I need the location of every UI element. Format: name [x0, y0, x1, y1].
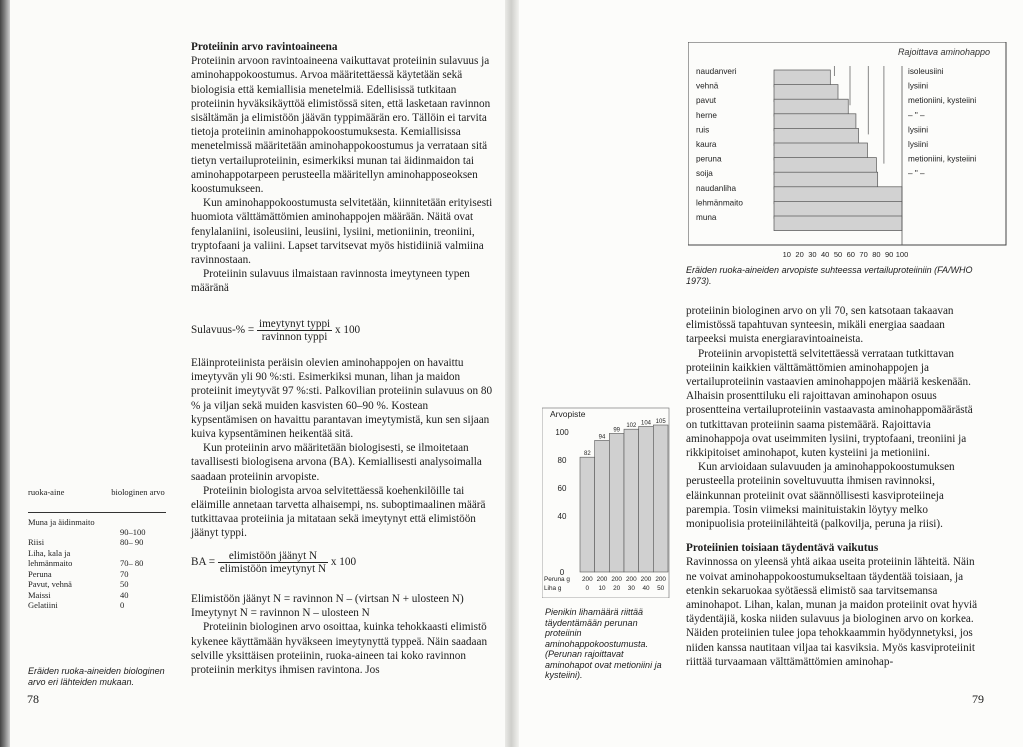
- paragraph: Proteiinin sulavuus ilmaistaan ravinnosta imeytyneen typen määränä: [191, 268, 470, 295]
- chart-tick-label: 100: [555, 428, 569, 437]
- formula-lhs: BA =: [191, 556, 216, 569]
- table-row: [28, 537, 166, 548]
- chart-category-label: muna: [696, 213, 717, 222]
- chart-limiting-label: metioniini, kysteiini: [908, 154, 977, 164]
- table-row: [28, 590, 166, 601]
- formula-factor: x 100: [330, 556, 357, 569]
- chart-category-label: 0: [585, 585, 590, 592]
- table-cell-food: Riisi: [28, 537, 45, 547]
- paragraph: Proteiinin arvoon ravintoaineena vaikuttavat proteiinin sulavuus ja aminohappokoostumus. Arvoa määritettäessä käytetään sekä biologisia että kemiallisia menetelmiä. Edellisissä tutkitaan proteiinin hyväksikäyttöä elimistössä siten, että lasketaan ravinnon sisältämän ja elimistöön jäävän typpimäärän ero. Tällöin ei tarvita tietoja proteiinin aminohappokoostumuksesta. Kemiallisissa menetelmissä määritetään aminohappokoostumus ja verrataan sitä tietyn vertailuproteiinin, esimerkiksi munan tai äidinmaidon tai aminohappotarpeen perusteella määritellyn aminohapposeoksen koostumukseen.: [191, 55, 491, 196]
- chart-tick-label: 80: [872, 250, 881, 259]
- chart-limiting-label: – " –: [908, 110, 925, 120]
- chart-tick-label: 70: [859, 250, 868, 259]
- chart-category-label: naudanveri: [696, 67, 737, 76]
- chart-tick-label: 0: [559, 568, 565, 577]
- chart-bar: [595, 440, 610, 572]
- formula-biological-value: [191, 550, 356, 575]
- chart-caption: Eräiden ruoka-aineiden arvopiste suhteessa vertailuproteiiniin (FA/WHO 1973).: [686, 265, 973, 286]
- table-cell-value: 80– 90: [120, 537, 144, 547]
- chart-bar: [639, 426, 654, 572]
- chart-row-label: Peruna g: [544, 576, 570, 583]
- book-spine: [505, 0, 519, 747]
- table-header-food: ruoka-aine: [28, 487, 65, 497]
- table-cell-food: Gelatiini: [28, 600, 58, 610]
- formula-numerator: elimistöön jäänyt N: [218, 550, 328, 563]
- table-caption: Eräiden ruoka-aineiden biologinen arvo eri lähteiden mukaan.: [28, 666, 165, 687]
- section-heading: Proteiinin arvo ravintoaineena: [191, 41, 338, 53]
- chart-category-label: 30: [627, 585, 635, 592]
- formula-numerator: imeytynyt typpi: [258, 318, 331, 330]
- formula-fraction: [257, 318, 332, 343]
- chart-tick-label: 40: [557, 512, 567, 521]
- chart-category-label: kaura: [696, 140, 717, 149]
- chart-limiting-label: isoleusiini: [908, 67, 944, 76]
- table-cell-food: Maissi: [28, 589, 51, 600]
- table-cell-value: 40: [120, 589, 129, 600]
- table-header-value: biologinen arvo: [111, 487, 165, 497]
- paragraph: Proteiinin biologista arvoa selvitettäessä koehenkilöille tai eläimille annetaan tarvetta alhaisempi, ns. suboptimaalinen määrä tutkittavaa proteiinia ja mitataan sekä imeytynyt että elimistöön jäänyt typpi.: [191, 484, 486, 540]
- chart-tick-label: 50: [833, 250, 843, 259]
- chart-tick-label: 30: [808, 250, 817, 259]
- chart-category-label: vehnä: [696, 81, 719, 91]
- chart-limiting-label: lysiini: [908, 140, 929, 149]
- chart-bar: [580, 457, 595, 572]
- formula-factor: x 100: [334, 324, 361, 337]
- formula-digestibility: [191, 318, 360, 343]
- potato-meat-chart: [542, 396, 670, 598]
- paragraph: Elimistöön jäänyt N = ravinnon N – (virtsan N + ulosteen N): [191, 593, 464, 605]
- section-heading-2: Proteiinien toisiaan täydentävä vaikutus: [686, 542, 879, 555]
- chart-category-label: herne: [696, 110, 717, 120]
- chart-data-label: 94: [598, 434, 606, 441]
- paragraph: Imeytynyt N = ravinnon N – ulosteen N: [191, 607, 370, 620]
- table-cell-food: Liha, kala ja lehmänmaito: [28, 547, 73, 568]
- chart-tick-label: 60: [557, 484, 567, 493]
- page-number-right: 79: [972, 692, 984, 706]
- chart-tick-label: 20: [795, 250, 804, 259]
- paragraph: proteiinin biologinen arvo on yli 70, sen katsotaan takaavan elimistössä tapahtuvan synteesin, mikäli energiaa saadaan tarpeeksi muista energiaravintoaineista.: [686, 305, 954, 346]
- chart-data-label: 104: [640, 420, 652, 427]
- paragraph: Proteiinin arvopistettä selvitettäessä verrataan tutkittavan proteiinin kaikkien välttämättömien aminohappojen ja vertailuproteiinin vastaavien aminohappojen määriä keskenään. Alhaisin prosenttiluku eli rajoittavan aminohapon osuus prosentteina vertailuproteiinin vastaavasta aminohappomäärästä on tutkittavan proteiinin saama pistemäärä. Rajoittavia aminohappoja ovat useimmiten lysiini, tryptofaani, treoniini ja rikkipitoiset aminohapot, kuten kysteiini ja metioniini.: [686, 347, 973, 460]
- chart-category-label: 200: [611, 576, 623, 583]
- table-cell-value: 0: [120, 600, 125, 610]
- chart-title: Arvopiste: [550, 409, 586, 419]
- table-cell-food: Muna ja äidinmaito: [28, 516, 95, 527]
- formula-denominator: ravinnon typpi: [261, 331, 328, 343]
- biological-value-table: [28, 487, 166, 611]
- chart-limiting-label: metioniini, kysteiini: [908, 96, 977, 106]
- chart-data-label: 102: [626, 423, 637, 430]
- table-cell-value: 50: [120, 579, 129, 589]
- left-main-column-c: [191, 592, 497, 677]
- chart-tick-label: 100: [895, 250, 909, 259]
- chart-limiting-label: lysiini: [908, 125, 929, 135]
- paragraph: Eläinproteiinista peräisin olevien aminohappojen on havaittu imeytyvän yli 90 %:sti. Esimerkiksi munan, lihan ja maidon proteiinit imeytyvät 97 %:sti. Palkovilian proteiinin sulavuus on 80 % ja viljan sekä muiden kasvisten 60–90 %. Kostean kypsentämisen on havaittu parantavan imeytymistä, kun sen sijaan kuiva kypsentäminen heikentää sitä.: [191, 357, 493, 441]
- chart-category-label: 200: [581, 576, 593, 583]
- book-edge: [0, 0, 10, 747]
- table-cell-value: 70: [120, 568, 129, 579]
- left-main-column-b: [191, 356, 497, 541]
- table-row: [28, 548, 166, 569]
- chart-category-label: 200: [625, 576, 637, 583]
- table-cell-food: Peruna: [28, 568, 52, 579]
- table-row: [28, 569, 166, 580]
- chart-limiting-label: – " –: [908, 169, 925, 179]
- chart-category-label: 50: [657, 585, 665, 592]
- chart-category-label: 200: [640, 576, 652, 583]
- formula-lhs: Sulavuus-% =: [191, 324, 255, 337]
- table-row: [28, 512, 166, 537]
- formula-denominator: elimistöön imeytynyt N: [219, 563, 327, 575]
- left-main-column: [191, 40, 497, 296]
- chart-row-label: Liha g: [544, 585, 562, 592]
- chart-category-label: ruis: [696, 125, 710, 135]
- paragraph: Kun aminohappokoostumusta selvitetään, kiinnitetään erityisesti huomiota välttämättömien aminohappojen määrään. Näitä ovat fenylalaniini, isoleusiini, leusiini, lysiini, metioniinin, treoniini, tryptofaani ja valiini. Lapset tarvitsevat myös histidiiniä valmiina ravinnostaan.: [191, 197, 493, 267]
- chart-data-label: 82: [583, 451, 591, 458]
- chart-category-label: lehmänmaito: [696, 198, 743, 208]
- chart-tick-label: 80: [557, 456, 567, 465]
- chart-bar: [774, 216, 902, 231]
- paragraph: Kun proteiinin arvo määritetään biologisesti, se ilmoitetaan tavallisesti biologisena arvona (BA). Kemiallisesti analysoimalla saadaan proteiinin arvopiste.: [191, 442, 482, 483]
- chart-tick-label: 60: [846, 250, 855, 259]
- chart-bar: [609, 433, 624, 572]
- paragraph: Kun arvioidaan sulavuuden ja aminohappokoostumuksen perusteella proteiinin soveltuvuutta ihmisen ravinnoksi, eläinkunnan proteiinit ovat säännöllisesti kasviproteiineja parempia. Tosin viimeksi mainituistakin löytyy melko monipuolisia proteiinilähteitä (palkovilja, peruna ja riisi).: [686, 461, 955, 531]
- chart-data-label: 105: [655, 419, 666, 425]
- chart-category-label: peruna: [696, 154, 722, 164]
- chart-caption-2: Pienikin lihamäärä riittää täydentämään perunan proteiinin aminohappokoostumusta. (Perunan rajoittavat aminohapot ovat metioniini ja kysteiini).: [545, 607, 662, 680]
- chart-tick-label: 10: [782, 250, 791, 259]
- right-main-column: [686, 304, 986, 669]
- chart-title: Rajoittava aminohappo: [897, 47, 990, 57]
- chart-category-label: soija: [696, 169, 713, 179]
- chart-bar: [624, 429, 639, 572]
- table-header-row: [28, 487, 166, 512]
- chart-category-label: 10: [598, 585, 606, 592]
- page-number-left: 78: [27, 692, 39, 706]
- paragraph: Proteiinin biologinen arvo osoittaa, kuinka tehokkaasti elimistö kykenee käyttämään hyväkseen imeytynyttä typpeä. Näin saadaan selville yksittäisen proteiinin, ruoka-aineen tai koko ravinnon proteiinin merkitys ihmisen ravintona. Jos: [191, 621, 488, 677]
- chart-limiting-label: lysiini: [908, 81, 929, 91]
- table-cell-food: Pavut, vehnä: [28, 579, 72, 589]
- chart-tick-label: 40: [821, 250, 830, 259]
- chart-tick-label: 90: [885, 250, 894, 259]
- chart-category-label: pavut: [696, 96, 717, 106]
- chart-data-label: 99: [613, 427, 621, 434]
- table-row: [28, 579, 166, 590]
- formula-fraction: [218, 550, 328, 575]
- chart-category-label: 200: [596, 576, 608, 583]
- paragraph: Ravinnossa on yleensä yhtä aikaa useita proteiinin lähteitä. Näin ne voivat aminohappokoostumukseltaan täydentää toisiaan, ja etenkin sekaruokaa syötäessä elimistö saa tarvitsemansa aminohapot. Lihan, kalan, munan ja maidon proteiinit ovat hyviä täydentäjiä, koska niiden sulavuus ja biologinen arvo on korkea. Näiden proteiinien tulee jopa tehokkaammin hyödynnetyksi, jos niiden kanssa nautitaan viljaa tai kasviksia. Myös kasviproteiinit riittää turvaamaan välttämättömien aminohap-: [686, 556, 978, 668]
- chart-bar: [653, 425, 668, 572]
- chart-category-label: 40: [642, 585, 650, 592]
- amino-acid-score-chart: [688, 42, 1008, 288]
- chart-category-label: 20: [613, 585, 621, 592]
- table-cell-value: 70– 80: [120, 557, 144, 568]
- chart-category-label: naudanliha: [696, 183, 737, 193]
- table-row: [28, 600, 166, 611]
- chart-category-label: 200: [655, 576, 667, 583]
- table-cell-value: 90–100: [120, 526, 146, 537]
